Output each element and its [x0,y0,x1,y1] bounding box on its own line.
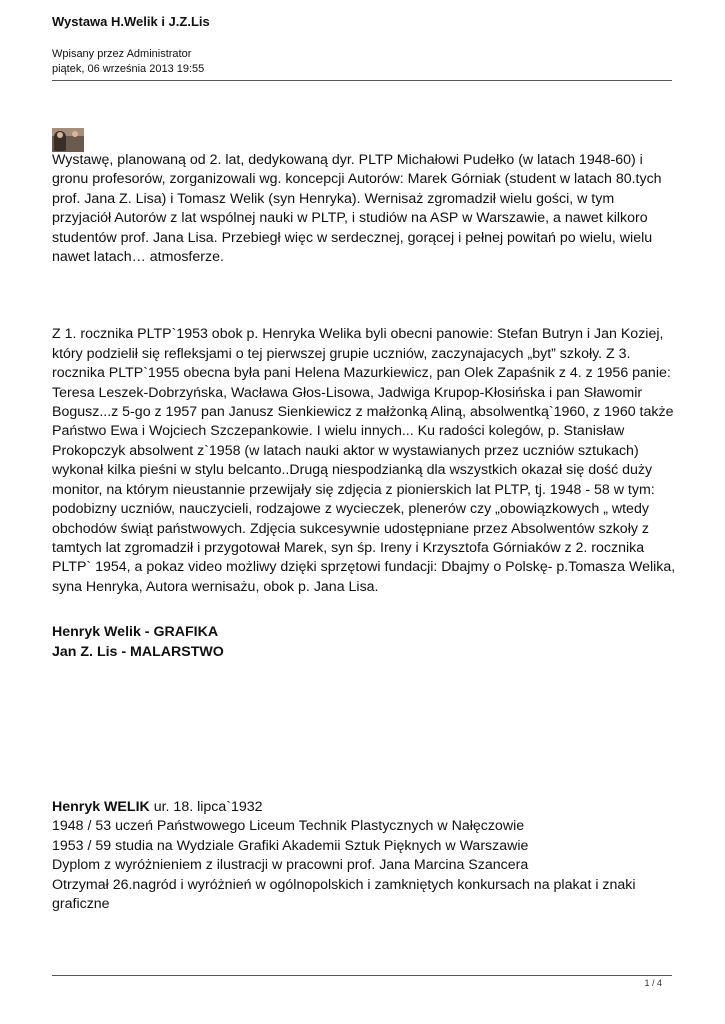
article-author: Wpisany przez Administrator [52,48,192,60]
heading-grafika: Henryk Welik - GRAFIKA [52,624,219,641]
footer-divider [52,975,672,976]
bio-name: Henryk WELIK [52,798,150,815]
article-title: Wystawa H.Welik i J.Z.Lis [52,14,210,29]
article-meta [52,47,672,77]
heading-malarstwo: Jan Z. Lis - MALARSTWO [52,643,224,660]
bio-line: 1953 / 59 studia na Wydziale Grafiki Akademii Sztuk Pięknych w Warszawie [52,837,529,854]
bio-line: 1948 / 53 uczeń Państwowego Liceum Technik Plastycznych w Nałęczowie [52,818,525,835]
header-divider [52,80,672,81]
paragraph-guests: Z 1. rocznika PLTP`1953 obok p. Henryka Welika byli obecni panowie: Stefan Butryn i Jan Koziej, który podzielił się refleksjami o tej pierwszej grupie uczniów, zaczynajacych „byt” szkoły. Z 3. rocznika PLTP`1955 obecna była pani Helena Mazurkiewicz, pan Olek Zapaśnik z 4. z 1956 panie: Teresa Leszek-Dobrzyńska, Wacława Głos-Lisowa, Jadwiga Krupop-Kłosińska i pan Sławomir Bogusz...z 5-go z 1957 pan Janusz Sienkiewicz z małżonką Aliną, absolwentką`1960, z 1960 także Państwo Ewa i Wojciech Szczepankowie. I wielu innych... Ku radości kolegów, p. Stanisław Prokopczyk absolwent z`1958 (w latach nauki aktor w wystawianych przez uczniów sztukach) wykonał kilka pieśni w stylu belcanto..Drugą niespodzianką dla wszystkich okazał się dość duży monitor, na którym nieustannie przewijały się zdjęcia z pionierskich lat PLTP, tj. 1948 - 58 w tym: podobizny uczniów, nauczycieli, rodzajowe z wycieczek, plenerów czy „obowiązkowych „ wtedy obchodów świąt państwowych. Zdjęcia sukcesywnie udostępniane przez Absolwentów szkoły z tamtych lat zgromadził i przygotował Marek, syn śp. Ireny i Krzysztofa Górniaków z 2. rocznika PLTP` 1954, a pokaz video możliwy dzięki sprzętowi fundacji: Dbajmy o Polskę- p.Tomasza Welika, syna Henryka, Autora wernisażu, obok p. Jana Lisa. [52,326,676,595]
bio-born: ur. 18. lipca`1932 [149,798,263,815]
biography [52,798,677,914]
section-headings [52,623,677,662]
article-header [52,14,672,77]
paragraph-intro: Wystawę, planowaną od 2. lat, dedykowaną dyr. PLTP Michałowi Pudełko (w latach 1948-60) i gronu profesorów, zorganizowali wg. koncepcji Autorów: Marek Górniak (student w latach 80.tych prof. Jana Z. Lisa) i Tomasz Welik (syn Henryka). Wernisaż zgromadził wielu gości, w tym przyjaciół Autorów z lat wspólnej nauki w PLTP, i studiów na ASP w Warszawie, a nawet kilkoro studentów prof. Jana Lisa. Przebiegł więc w serdecznej, gorącej i pełnej powitań po wielu, wielu nawet latach… atmosferze. [52,152,662,266]
article-date: piątek, 06 września 2013 19:55 [52,63,205,75]
article-body [52,151,677,914]
bio-line: Dyplom z wyróżnieniem z ilustracji w pracowni prof. Jana Marcina Szancera [52,857,529,874]
article-thumbnail-photo [52,128,84,152]
bio-line: Otrzymał 26.nagród i wyróżnień w ogólnopolskich i zamkniętych konkursach na plakat i znaki graficzne [52,876,636,912]
page-number: 1 / 4 [644,978,662,988]
